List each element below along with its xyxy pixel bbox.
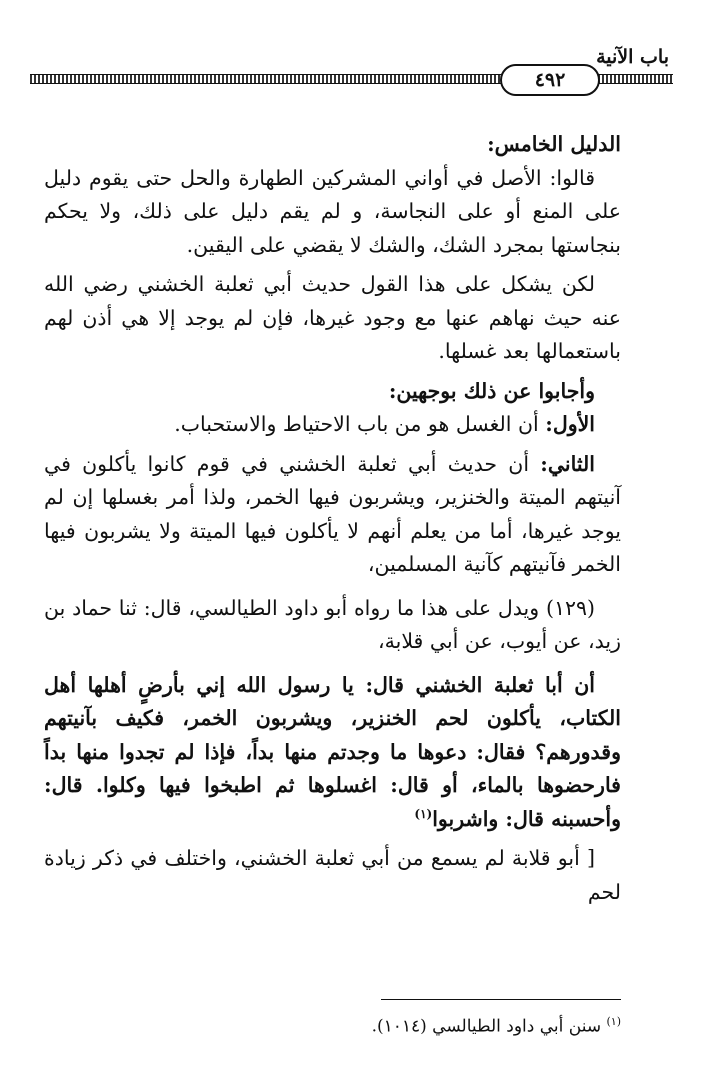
answers-heading: وأجابوا عن ذلك بوجهين: [388,378,595,403]
page-number: ٤٩٢ [500,64,600,96]
running-header [30,40,673,100]
first-answer-label: الأول: [545,412,595,436]
second-answer-text: أن حديث أبي ثعلبة الخشني في قوم كانوا يأكلون في آنيتهم الميتة والخنزير، ويشربون فيها الخمر، ولذا أمر بغسلها إن لم يوجد غيرها، أما من يعلم أنهم لا يأكلون فيها الميتة ولا يشربون فيها الخمر فآنيتهم كآنية المسلمين، [44,451,621,576]
footnote-marker: (١) [606,1015,621,1028]
paragraph-objection: لكن يشكل على هذا القول حديث أبي ثعلبة الخشني رضي الله عنه حيث نهاهم عنها مع وجود غيرها، فإن لم يوجد إلا هي أذن لهم باستعمالها بعد غسلها. [44,272,621,363]
footnote-reference: (١) [414,806,433,821]
first-answer-text: أن الغسل هو من باب الاحتياط والاستحباب. [174,412,546,436]
chapter-title: باب الآنية [596,46,669,68]
hadith-chain: (١٢٩) ويدل على هذا ما رواه أبو داود الطيالسي، قال: ثنا حماد بن زيد، عن أيوب، عن أبي قلابة، [44,595,621,653]
page-body [44,128,621,909]
section-title: الدليل الخامس: [487,132,621,156]
footnote-text: سنن أبي داود الطيالسي (١٠١٤). [371,1016,607,1037]
paragraph-origin-of-purity: قالوا: الأصل في أواني المشركين الطهارة والحل حتى يقوم دليل على المنع أو على النجاسة، و لم يقم دليل على ذلك، ولا يحكم بنجاستها بمجرد الشك، والشك لا يقضي على اليقين. [44,165,621,257]
commentary: [ أبو قلابة لم يسمع من أبي ثعلبة الخشني، واختلف في ذكر زيادة لحم [44,846,621,904]
first-answer [44,408,621,442]
footnote [44,1010,621,1039]
second-answer-label: الثاني: [540,451,595,476]
second-answer [44,448,621,582]
footnote-divider [381,999,621,1000]
hadith-body: أن أبا ثعلبة الخشني قال: يا رسول الله إني بأرضٍ أهلها أهل الكتاب، يأكلون لحم الخنزير، ويشربون الخمر، فكيف بآنيتهم وقدورهم؟ فقال: دعوها ما وجدتم منها بداً، فإذا لم تجدوا منها بداً فارحضوها بالماء، أو قال: اغسلوها ثم اطبخوا فيها وكلوا. قال: وأحسبنه قال: واشربوا [44,672,621,831]
hadith-text [44,669,621,837]
